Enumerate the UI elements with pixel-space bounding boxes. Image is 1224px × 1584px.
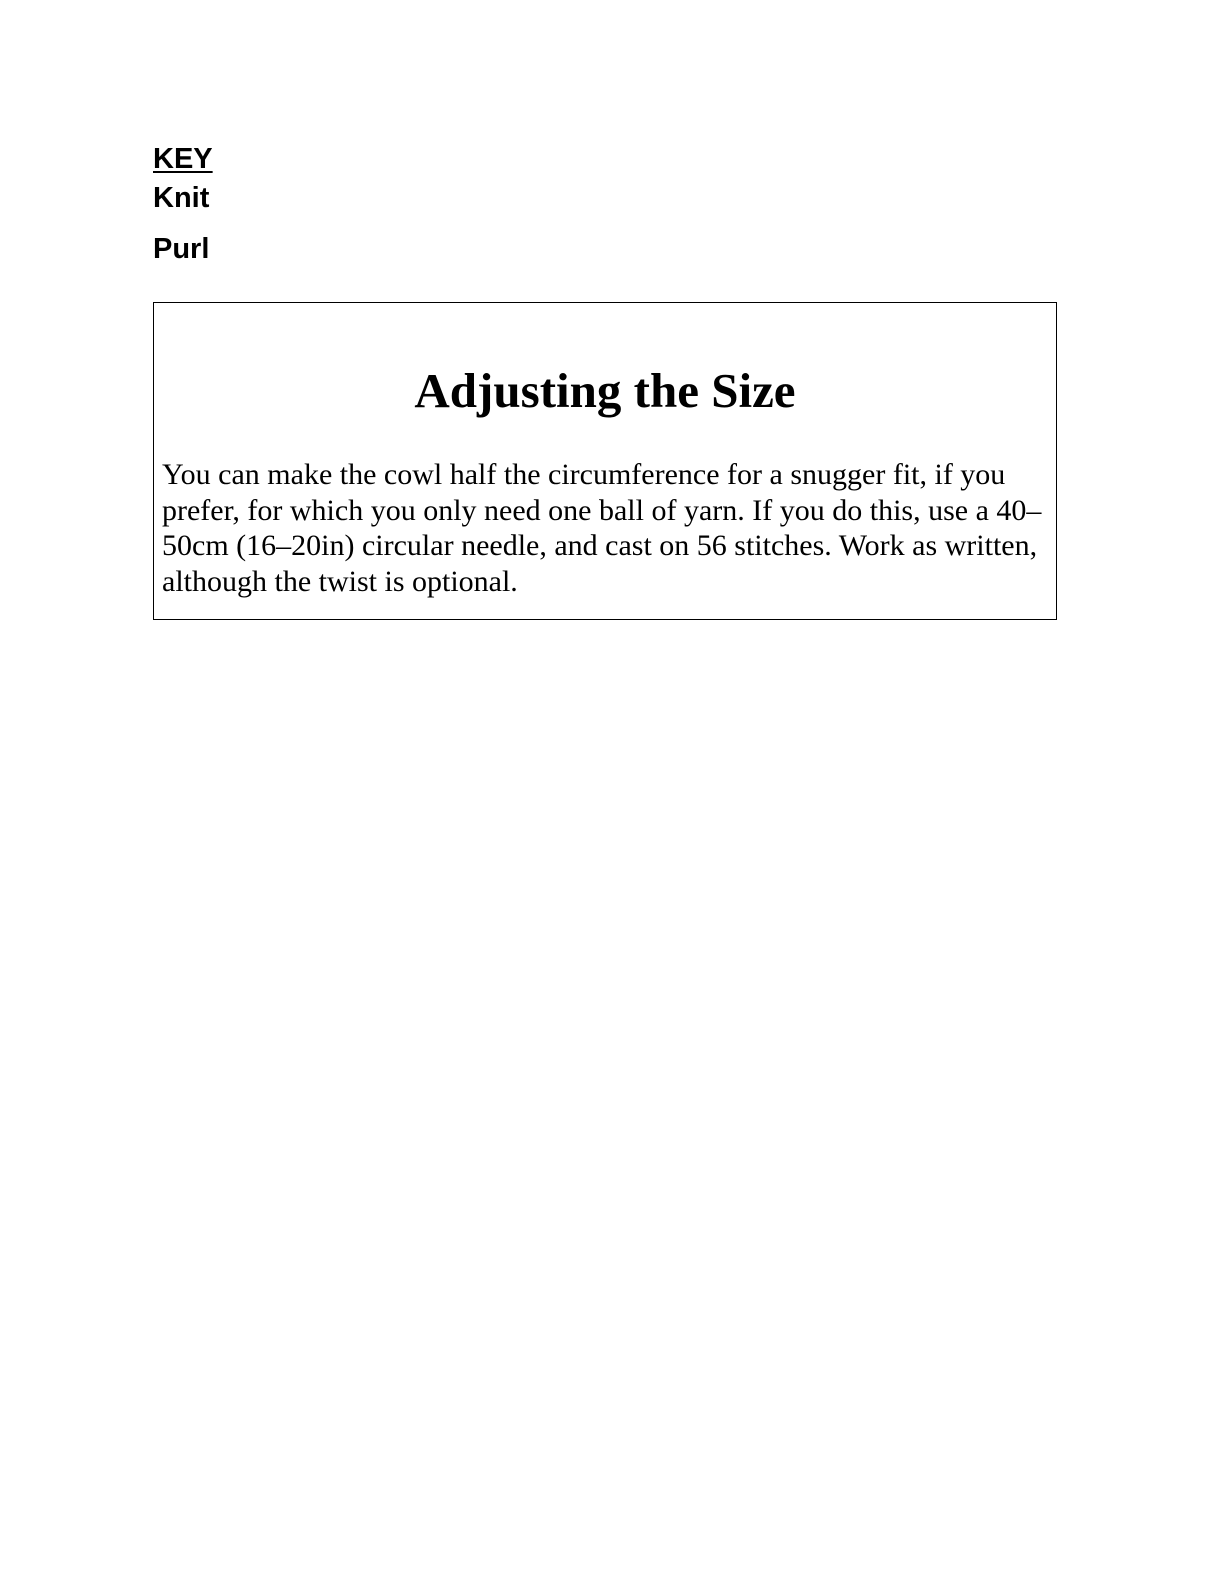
key-heading: KEY [153, 143, 213, 175]
adjusting-size-box [153, 302, 1057, 620]
key-item-knit: Knit [153, 182, 210, 214]
adjusting-size-body: You can make the cowl half the circumference for a snugger fit, if you prefer, for which you only need one ball of yarn. If you do this, use a 40–50cm (16–20in) circular needle, and cast on 56 stitches. Work as written, although the twist is optional. [162, 458, 1042, 598]
adjusting-size-title: Adjusting the Size [414, 363, 796, 418]
key-item-purl: Purl [153, 233, 210, 265]
